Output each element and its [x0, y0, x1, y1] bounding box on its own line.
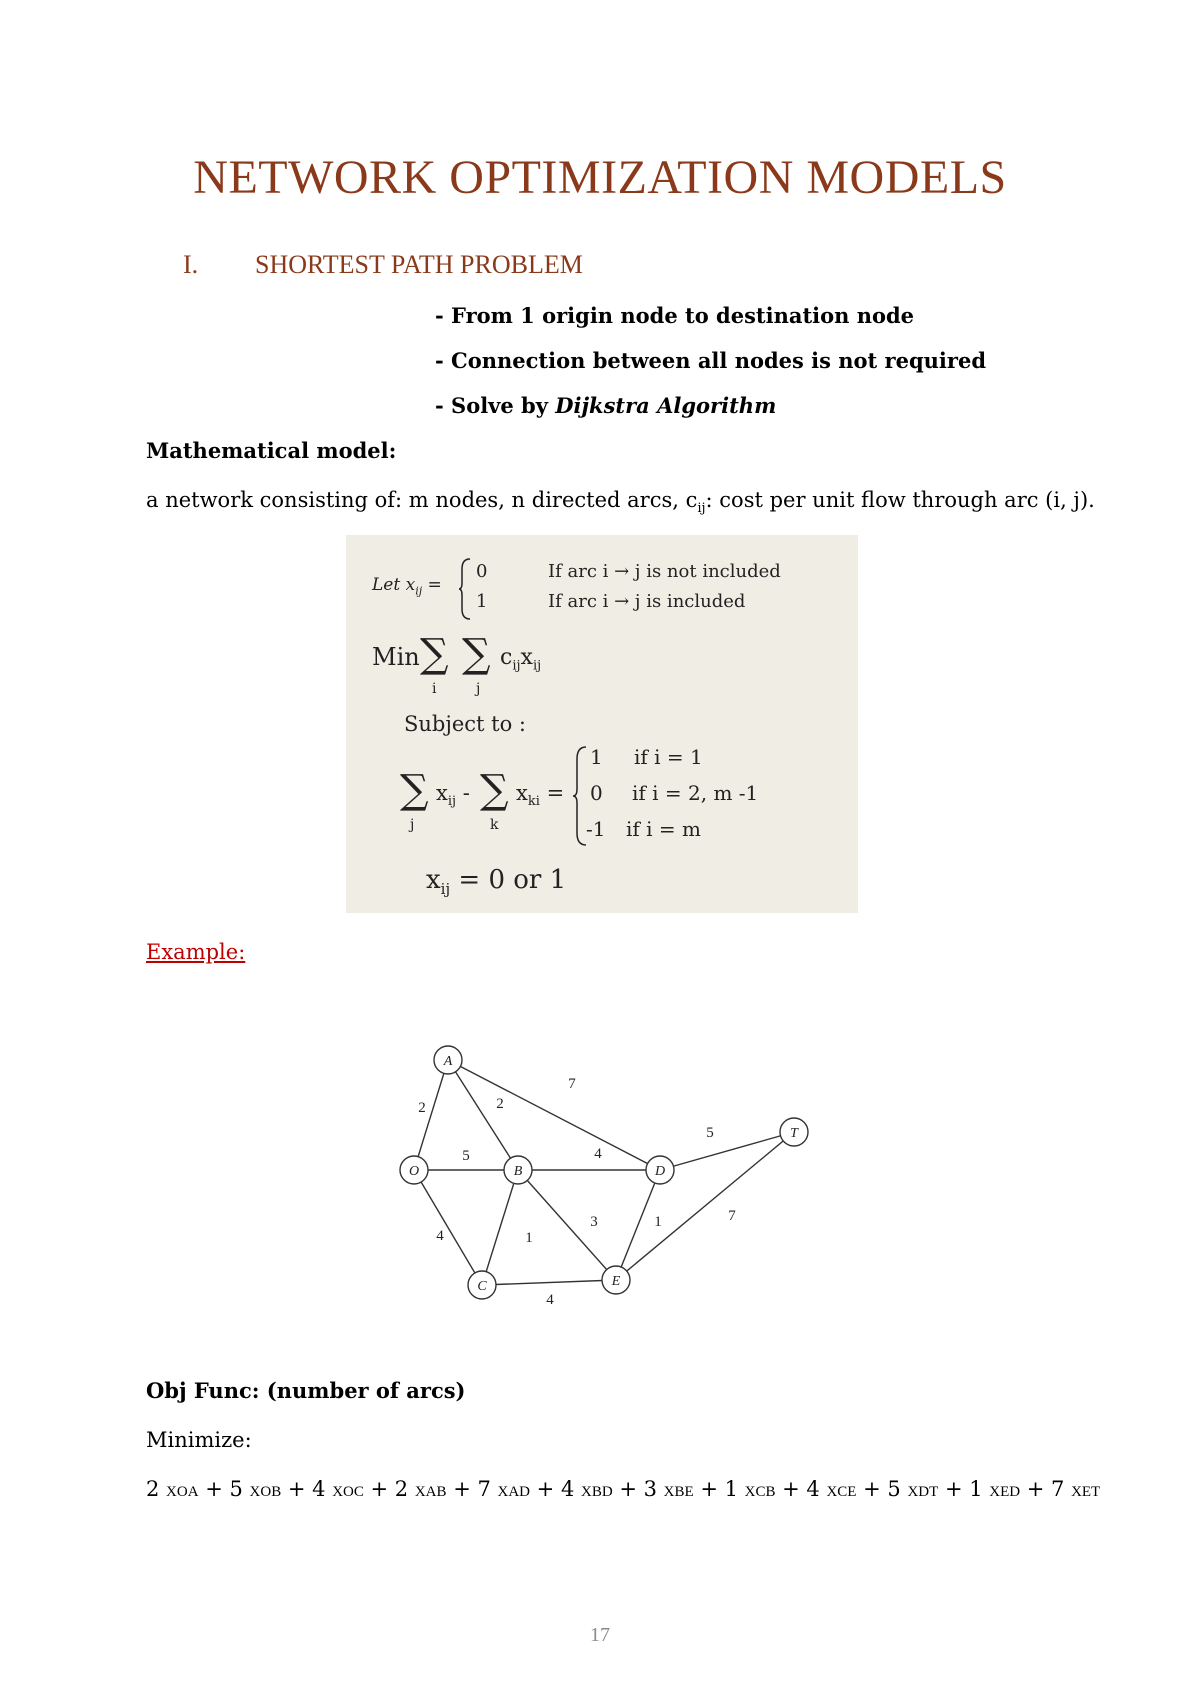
formula-xki-term — [516, 781, 564, 809]
coef-ED: + 1 — [938, 1477, 990, 1501]
weight-O-A: 2 — [418, 1100, 426, 1116]
weight-E-T: 7 — [728, 1208, 736, 1224]
var-ET: XET — [1071, 1484, 1101, 1500]
graph-edge-weights — [418, 1076, 736, 1308]
page-title: NETWORK OPTIMIZATION MODELS — [193, 151, 1007, 204]
formula-sum-j2-symbol: ∑ — [400, 767, 429, 813]
edge-O-C — [414, 1170, 482, 1285]
section-number: I. — [183, 250, 199, 279]
coef-ET: + 7 — [1020, 1477, 1072, 1501]
formula-image — [346, 535, 858, 913]
var-OC: XOC — [332, 1484, 364, 1500]
formula-sum-i-index: i — [432, 681, 437, 697]
formula-binary-sub: ij — [440, 880, 451, 899]
node-label-B: B — [513, 1164, 523, 1179]
var-BE: XBE — [663, 1484, 694, 1500]
math-model-label: Mathematical model: — [146, 438, 397, 463]
formula-xij-term — [436, 781, 470, 809]
edge-E-T — [616, 1132, 794, 1280]
coef-AD: + 7 — [446, 1477, 498, 1501]
formula-c2-condition: if i = 2, m -1 — [632, 781, 759, 805]
formula-xki-sub: ki — [527, 794, 540, 810]
dijkstra-algorithm-text: Dijkstra Algorithm — [555, 393, 777, 418]
node-label-O: O — [408, 1164, 420, 1179]
node-label-C: C — [477, 1279, 487, 1294]
var-OA: XOA — [166, 1484, 199, 1500]
weight-B-D: 4 — [594, 1146, 602, 1162]
formula-constraint-eq: = — [546, 781, 565, 805]
formula-binary-text: = 0 or 1 — [458, 865, 567, 895]
formula-case1-text: If arc i → j is included — [548, 591, 746, 612]
bullet-connection: - Connection between all nodes is not required — [435, 348, 987, 373]
example-label: Example: — [146, 940, 246, 964]
node-label-A: A — [443, 1054, 453, 1069]
formula-sum-j-symbol: ∑ — [462, 631, 491, 677]
coef-CB: + 1 — [693, 1477, 745, 1501]
formula-minus: - — [462, 781, 470, 805]
edge-B-C — [482, 1170, 518, 1285]
network-graph — [390, 1020, 830, 1310]
bullet-solve-prefix: - Solve by — [435, 393, 556, 418]
var-ED: XED — [989, 1484, 1021, 1500]
coef-OB: + 5 — [198, 1477, 250, 1501]
network-desc-sub: ij — [697, 501, 706, 517]
coef-OA: 2 — [146, 1477, 167, 1501]
var-DT: XDT — [907, 1484, 939, 1500]
coef-BE: + 3 — [612, 1477, 664, 1501]
objective-function — [146, 1477, 1100, 1501]
formula-xij-sub: ij — [532, 658, 542, 674]
weight-D-T: 5 — [706, 1125, 714, 1141]
edge-A-B — [448, 1060, 518, 1170]
formula-case1-value: 1 — [476, 591, 488, 612]
weight-B-C: 1 — [525, 1230, 533, 1246]
var-CE: XCE — [826, 1484, 857, 1500]
weight-A-B: 2 — [496, 1096, 504, 1112]
node-label-D: D — [654, 1164, 666, 1179]
formula-sum-i-symbol: ∑ — [420, 631, 449, 677]
weight-O-C: 4 — [436, 1228, 444, 1244]
node-label-E: E — [611, 1274, 621, 1289]
formula-let — [372, 575, 442, 597]
var-AB: XAB — [414, 1484, 447, 1500]
graph-node-circles — [400, 1046, 808, 1299]
formula-objective-term — [500, 645, 541, 673]
formula-let-eq: = — [427, 575, 442, 595]
weight-C-E: 4 — [546, 1292, 554, 1308]
formula-let-text: Let x — [372, 575, 416, 595]
formula-c1-condition: if i = 1 — [634, 745, 703, 769]
var-CB: XCB — [744, 1484, 776, 1500]
formula-cij: c — [500, 645, 513, 670]
section-title: SHORTEST PATH PROBLEM — [255, 250, 583, 279]
formula-case0-value: 0 — [476, 561, 488, 582]
formula-binary — [426, 865, 566, 898]
obj-func-label: Obj Func: (number of arcs) — [146, 1378, 466, 1403]
formula-cij-sub: ij — [512, 658, 521, 674]
weight-O-B: 5 — [462, 1148, 470, 1164]
edge-A-D — [448, 1060, 660, 1170]
formula-sum-k-symbol: ∑ — [480, 767, 509, 813]
formula-binary-x: x — [426, 865, 441, 895]
node-label-T: T — [790, 1126, 798, 1141]
coef-BD: + 4 — [530, 1477, 581, 1501]
edge-D-T — [660, 1132, 794, 1170]
coef-CE: + 4 — [775, 1477, 827, 1501]
formula-xij: x — [520, 645, 533, 670]
edge-C-E — [482, 1280, 616, 1285]
formula-sum-j2-index: j — [410, 817, 415, 833]
formula-let-sub: ij — [415, 584, 423, 598]
formula-brace-1 — [458, 557, 472, 621]
weight-D-E: 1 — [654, 1214, 662, 1230]
formula-subject-to: Subject to : — [404, 712, 527, 736]
weight-A-D: 7 — [568, 1076, 576, 1092]
formula-case0-text: If arc i → j is not included — [548, 561, 781, 582]
network-desc-after: : cost per unit flow through arc (i, j). — [705, 488, 1095, 512]
var-BD: XBD — [580, 1484, 613, 1500]
bullet-origin-destination: - From 1 origin node to destination node — [435, 303, 915, 328]
formula-xij-term-sub: ij — [447, 794, 457, 810]
formula-sum-j-index: j — [476, 681, 481, 697]
page-number: 17 — [590, 1624, 610, 1646]
formula-xij-term-x: x — [436, 781, 448, 805]
formula-min: Min — [372, 643, 420, 671]
edge-B-E — [518, 1170, 616, 1280]
network-description — [146, 488, 1095, 516]
bullet-solve-by — [435, 393, 776, 418]
coef-AB: + 2 — [363, 1477, 415, 1501]
formula-c2-value: 0 — [590, 781, 603, 805]
var-AD: XAD — [497, 1484, 530, 1500]
formula-xki-x: x — [516, 781, 528, 805]
graph-edges — [414, 1060, 794, 1285]
formula-c3-condition: if i = m — [626, 817, 701, 841]
minimize-label: Minimize: — [146, 1428, 252, 1452]
formula-sum-k-index: k — [490, 817, 499, 833]
network-desc-before: a network consisting of: m nodes, n directed arcs, c — [146, 488, 698, 512]
weight-B-E: 3 — [590, 1214, 598, 1230]
formula-c1-value: 1 — [590, 745, 603, 769]
coef-OC: + 4 — [281, 1477, 333, 1501]
formula-c3-value: -1 — [586, 817, 606, 841]
var-OB: XOB — [249, 1484, 282, 1500]
coef-DT: + 5 — [856, 1477, 908, 1501]
